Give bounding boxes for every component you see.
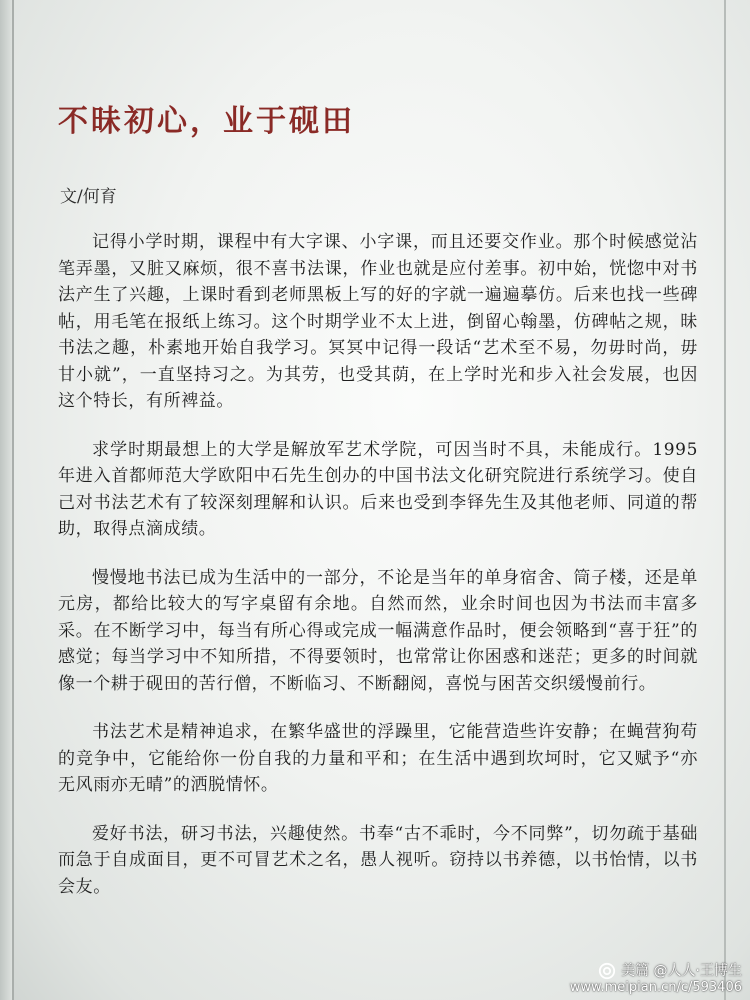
paragraph-5: 爱好书法，研习书法，兴趣使然。书奉“古不乖时，今不同弊”，切勿疏于基础而急于自成面目，更不可冒艺术之名，愚人视听。窃持以书养德，以书怡情，以书会友。 bbox=[58, 823, 698, 897]
document-content bbox=[58, 100, 698, 922]
watermark-url: www.meipian.cn/c/593406 bbox=[569, 980, 742, 995]
meipian-logo-icon bbox=[598, 962, 616, 980]
watermark bbox=[570, 962, 742, 996]
paragraph-4: 书法艺术是精神追求，在繁华盛世的浮躁里，它能营造些许安静；在蝇营狗苟的竞争中，它能给你一份自我的力量和平和；在生活中遇到坎坷时，它又赋予“亦无风雨亦无晴”的洒脱情怀。 bbox=[58, 722, 698, 795]
document-title: 不昧初心，业于砚田 bbox=[58, 104, 355, 139]
paragraph-1: 记得小学时期，课程中有大字课、小字课，而且还要交作业。那个时候感觉沾笔弄墨，又脏又麻烦，很不喜书法课，作业也就是应付差事。初中始，恍惚中对书法产生了兴趣，上课时看到老师黑板上写的好的字就一遍遍摹仿。后来也找一些碑帖，用毛笔在报纸上练习。这个时期学业不太上进，倒留心翰墨，仿碑帖之规，昧书法之趣，朴素地开始自我学习。冥冥中记得一段话“艺术至不易，勿毋时尚，毋甘小就”，一直坚持习之。为其劳，也受其荫，在上学时光和步入社会发展，也因这个特长，有所裨益。 bbox=[58, 232, 698, 411]
paragraph-3: 慢慢地书法已成为生活中的一部分，不论是当年的单身宿舍、筒子楼，还是单元房，都给比较大的写字桌留有余地。自然而然，业余时间也因为书法而丰富多采。在不断学习中，每当有所心得或完成一幅满意作品时，便会领略到“喜于狂”的感觉；每当学习中不知所措，不得要领时，也常常让你困惑和迷茫；更多的时间就像一个耕于砚田的苦行僧，不断临习、不断翻阅，喜悦与困苦交织缓慢前行。 bbox=[58, 567, 698, 694]
watermark-handle: 美篇 @人人·王博生 bbox=[621, 963, 742, 979]
frame-edge-right bbox=[724, 0, 726, 1000]
document-author: 文/何育 bbox=[60, 187, 117, 207]
frame-edge-left bbox=[12, 0, 14, 1000]
paragraph-2: 求学时期最想上的大学是解放军艺术学院，可因当时不具，未能成行。1995年进入首都师范大学欧阳中石先生创办的中国书法文化研究院进行系统学习。使自己对书法艺术有了较深刻理解和认识。后来也受到李铎先生及其他老师、同道的帮助，取得点滴成绩。 bbox=[58, 439, 698, 539]
frame-shadow bbox=[0, 0, 12, 1000]
